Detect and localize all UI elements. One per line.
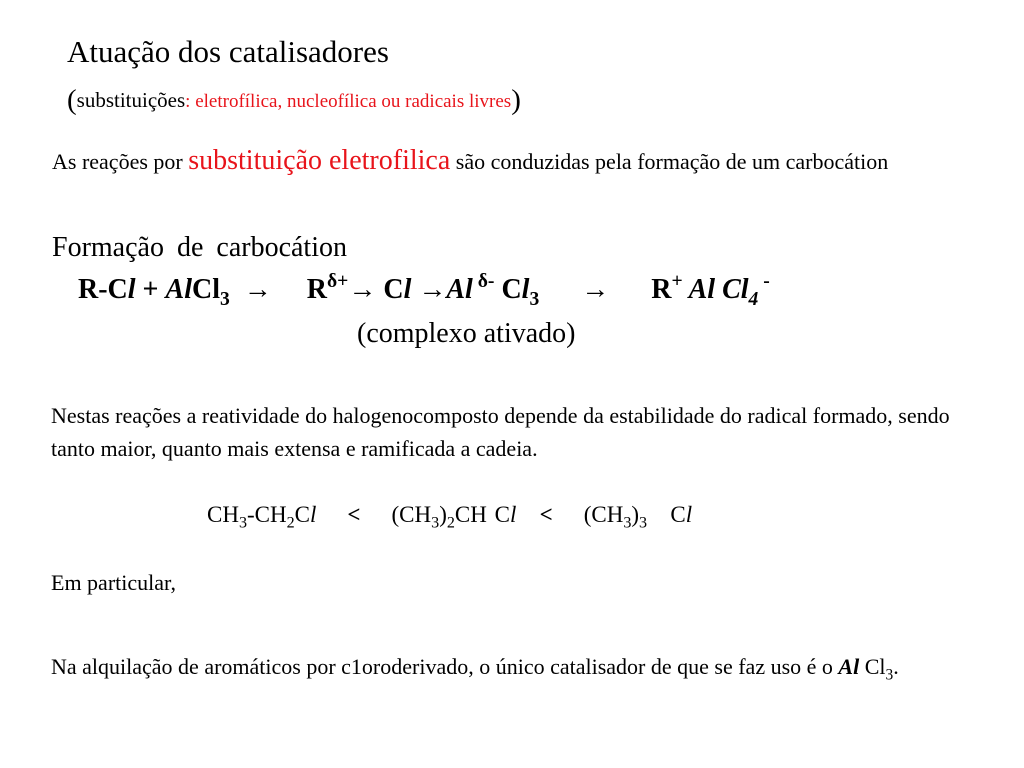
alkylation-end: . [893,654,899,679]
subtitle-open-paren: ( [67,84,77,116]
intro-before: As reações por [52,149,189,174]
series-lt-1: < [347,502,361,527]
reactivity-paragraph: Nestas reações a reatividade do halogenocomposto depende da estabilidade do radical formado, sendo tanto maior, quanto mais extensa e ramificada a cadeia. [51,403,950,461]
slide-title: Atuação dos catalisadores [67,34,389,69]
eq-reactant1: R-Cl [78,274,136,305]
subtitle-colored-text: : eletrofílica, nucleofílica ou radicais livres [185,91,512,112]
eq-product: R+ Al $Cl_4$ - [651,271,770,310]
intro-highlight: substituição eletrofilica [188,145,451,176]
eq-reactant2: AlCl$_3$ [165,274,230,310]
series-compound-2: $(CH_3)_2CH$ Cl [391,502,517,532]
alkylation-text: Na alquilação de aromáticos por c1oroderivado, o único catalisador de que se faz uso é o [51,654,839,679]
particular-label: Em particular, [51,570,176,595]
eq-intermediate: $R^{\delta+}\to Cl \to Al$ $^{\delta-}$ $Cl_3$ [306,271,540,310]
alkylation-al: Al [838,654,860,679]
eq-plus: + [135,274,166,305]
series-compound-1: $CH_3-CH_2Cl$ [207,502,317,532]
eq-arrow-2: → [581,274,610,305]
intro-after: são conduzidas pela formação de um carbocátion [450,149,889,174]
series-lt-2: < [539,502,553,527]
reactivity-series [207,502,693,532]
alkylation-cl-sub: 3 [885,666,894,684]
slide-subtitle [67,84,521,117]
eq-arrow-1: → [243,274,272,305]
formation-heading: Formação de carbocátion [52,232,347,263]
series-compound-3: $(CH_3)_3$ Cl [583,502,693,532]
carbocation-equation [78,271,770,310]
alkylation-paragraph [51,650,951,683]
intro-paragraph [52,143,966,180]
alkylation-cl: Cl [859,654,886,679]
subtitle-close-paren: ) [511,84,521,116]
subtitle-lead: substituições [76,88,186,112]
complex-label: (complexo ativado) [357,318,576,349]
